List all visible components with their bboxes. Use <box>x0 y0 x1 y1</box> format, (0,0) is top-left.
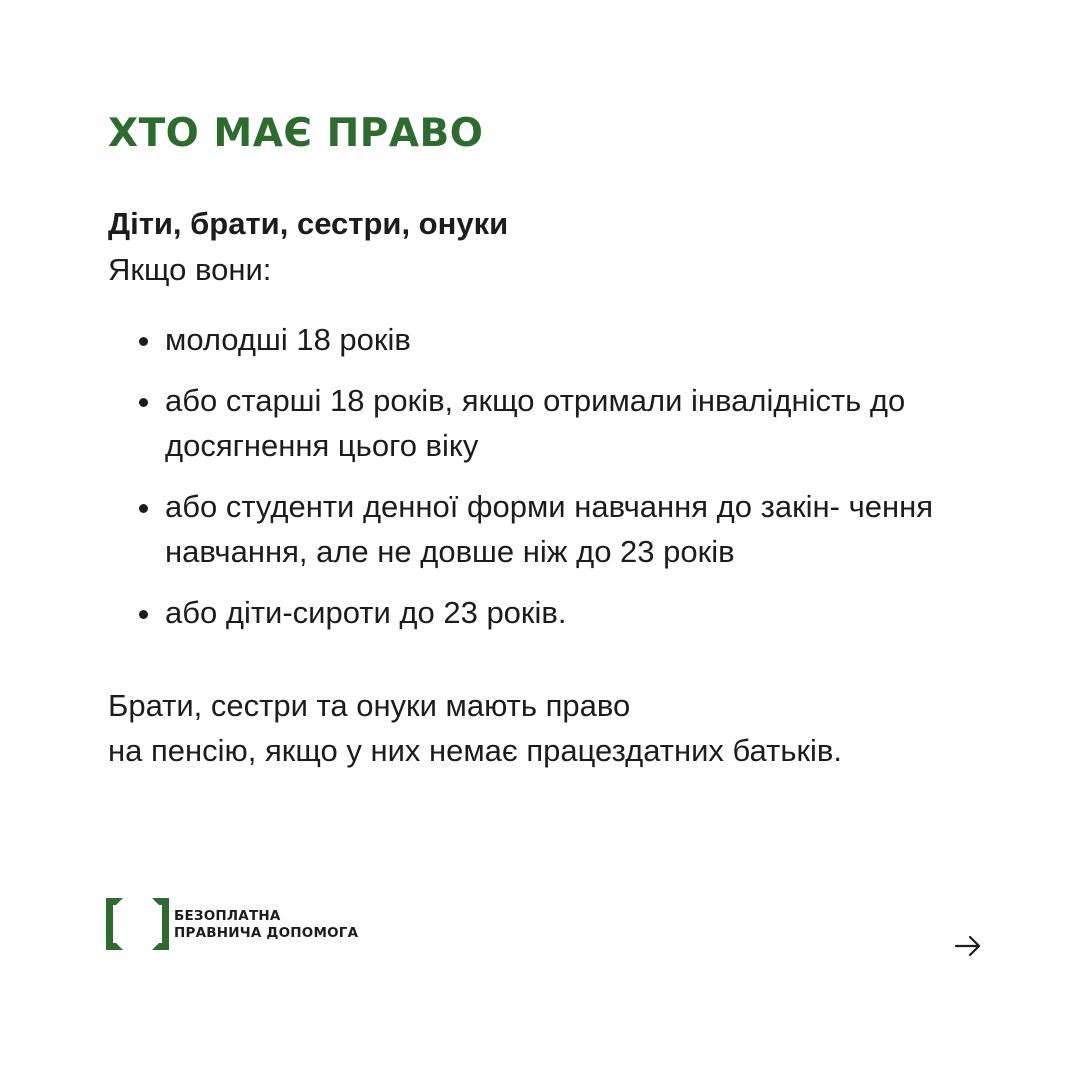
eligibility-list <box>108 317 968 651</box>
section-heading: Діти, брати, сестри, онуки <box>108 206 509 241</box>
footnote-line: Брати, сестри та онуки мають право <box>108 688 631 723</box>
brackets-logo-icon <box>152 898 169 950</box>
page-title: ХТО МАЄ ПРАВО <box>108 111 484 156</box>
list-item: або старші 18 років, якщо отримали інвалідність до досягнення цього віку <box>108 378 945 468</box>
logo-line: БЕЗОПЛАТНА <box>174 908 281 924</box>
list-item: або діти-сироти до 23 років. <box>108 590 968 635</box>
brand-logo <box>106 898 426 952</box>
arrow-right-icon[interactable] <box>953 933 983 959</box>
logo-text <box>174 908 358 942</box>
section-intro: Якщо вони: <box>108 252 272 287</box>
footnote <box>108 683 842 773</box>
logo-line: ПРАВНИЧА ДОПОМОГА <box>174 925 359 941</box>
list-item: молодші 18 років <box>108 317 968 362</box>
brackets-logo-icon <box>106 898 123 950</box>
footnote-line: на пенсію, якщо у них немає працездатних батьків. <box>108 733 842 768</box>
list-item: або студенти денної форми навчання до закін- чення навчання, але не довше ніж до 23 років <box>108 484 945 574</box>
